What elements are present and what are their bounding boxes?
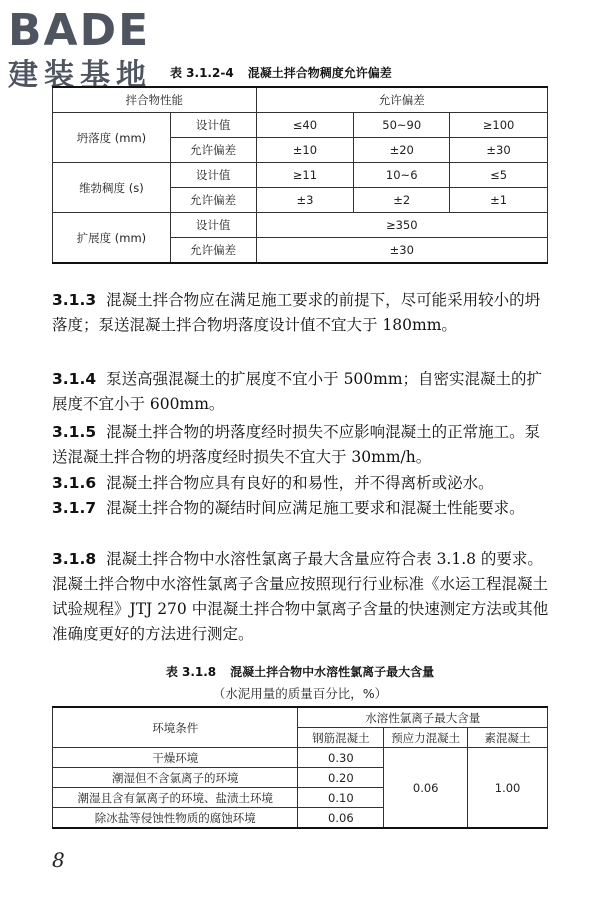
table-cell: 10~6 — [354, 163, 450, 188]
table1-title: 混凝土拌合物稠度允许偏差 — [247, 66, 392, 80]
table-cell: ≤5 — [450, 163, 548, 188]
design-label: 设计值 — [170, 213, 256, 238]
table-cell: ±3 — [256, 188, 354, 213]
table-cell: ±2 — [354, 188, 450, 213]
page-number: 8 — [52, 848, 65, 872]
table-cell: ≥350 — [256, 213, 547, 238]
table2-number: 表 3.1.8 — [165, 665, 217, 679]
env-cell: 潮湿但不含氯离子的环境 — [53, 768, 298, 788]
table-cell: 50~90 — [354, 113, 450, 138]
clause-number: 3.1.6 — [52, 474, 97, 492]
chloride-limit-table — [52, 706, 548, 829]
clause-3-1-7 — [52, 496, 552, 521]
clause-text: 混凝土拌合物的凝结时间应满足施工要求和混凝土性能要求。 — [106, 499, 525, 517]
rc-cell: 0.10 — [298, 788, 384, 808]
logo-subtitle: 建装基地 — [8, 58, 152, 93]
env-cell: 潮湿且含有氯离子的环境、盐渍土环境 — [53, 788, 298, 808]
clause-number: 3.1.8 — [52, 550, 97, 568]
design-label: 设计值 — [170, 163, 256, 188]
clause-3-1-3 — [52, 288, 552, 338]
table1-number: 表 3.1.2-4 — [170, 66, 234, 80]
env-cell: 干燥环境 — [53, 748, 298, 768]
clause-3-1-8 — [52, 547, 552, 647]
table-cell: ≥100 — [450, 113, 548, 138]
tol-label: 允许偏差 — [170, 188, 256, 213]
table-cell: ≥11 — [256, 163, 354, 188]
clause-number: 3.1.3 — [52, 291, 97, 309]
clause-text: 泵送高强混凝土的扩展度不宜小于 500mm；自密实混凝土的扩展度不宜小于 600mm。 — [52, 370, 543, 413]
env-cell: 除冰盐等侵蚀性物质的腐蚀环境 — [53, 808, 298, 829]
table-cell: ±30 — [256, 238, 547, 264]
rc-cell: 0.06 — [298, 808, 384, 829]
rc-cell: 0.20 — [298, 768, 384, 788]
table-cell: ±30 — [450, 138, 548, 163]
tol-label: 允许偏差 — [170, 238, 256, 264]
prestressed-cell: 0.06 — [384, 748, 468, 829]
table-row — [53, 748, 548, 768]
table-row — [53, 163, 548, 188]
header-env: 环境条件 — [53, 707, 298, 748]
table2-subtitle: （水泥用量的质量百分比，%） — [212, 686, 388, 701]
table-header-row — [53, 707, 548, 728]
header-col2: 预应力混凝土 — [384, 728, 468, 748]
clause-text: 混凝土拌合物的坍落度经时损失不应影响混凝土的正常施工。泵送混凝土拌合物的坍落度经时损失不宜大于 30mm/h。 — [52, 423, 541, 466]
table-cell: ±1 — [450, 188, 548, 213]
table2-title: 混凝土拌合物中水溶性氯离子最大含量 — [230, 665, 435, 679]
table-row — [53, 113, 548, 138]
row-label-vebe: 维勃稠度 (s) — [53, 163, 171, 213]
header-col1: 钢筋混凝土 — [298, 728, 384, 748]
row-label-spread: 扩展度 (mm) — [53, 213, 171, 264]
clause-number: 3.1.4 — [52, 370, 97, 388]
header-property: 拌合物性能 — [53, 87, 257, 113]
clause-text: 混凝土拌合物应具有良好的和易性，并不得离析或泌水。 — [106, 474, 494, 492]
plain-cell: 1.00 — [468, 748, 548, 829]
slump-tolerance-table — [52, 86, 548, 264]
clause-3-1-4 — [52, 367, 552, 417]
table-cell: ±20 — [354, 138, 450, 163]
clause-text: 混凝土拌合物中水溶性氯离子最大含量应符合表 3.1.8 的要求。混凝土拌合物中水溶性氯离子含量应按照现行行业标准《水运工程混凝土试验规程》JTJ 270 中混凝土拌合物中氯离子含量的快速测定方法或其他准确度更好的方法进行测定。 — [52, 550, 549, 643]
header-tolerance: 允许偏差 — [256, 87, 547, 113]
brand-logo — [8, 6, 178, 98]
design-label: 设计值 — [170, 113, 256, 138]
clause-3-1-5 — [52, 420, 552, 470]
tol-label: 允许偏差 — [170, 138, 256, 163]
clause-3-1-6 — [52, 471, 552, 496]
clause-number: 3.1.7 — [52, 499, 97, 517]
header-group: 水溶性氯离子最大含量 — [298, 707, 548, 728]
table1-caption — [170, 64, 392, 81]
clause-number: 3.1.5 — [52, 423, 97, 441]
logo-wordmark: BADE — [8, 5, 151, 56]
rc-cell: 0.30 — [298, 748, 384, 768]
clause-text: 混凝土拌合物应在满足施工要求的前提下，尽可能采用较小的坍落度；泵送混凝土拌合物坍落度设计值不宜大于 180mm。 — [52, 291, 541, 334]
table-header-row — [53, 87, 548, 113]
header-col3: 素混凝土 — [468, 728, 548, 748]
table-cell: ±10 — [256, 138, 354, 163]
table-row — [53, 213, 548, 238]
table2-caption — [0, 663, 600, 680]
row-label-slump: 坍落度 (mm) — [53, 113, 171, 163]
table-cell: ≤40 — [256, 113, 354, 138]
